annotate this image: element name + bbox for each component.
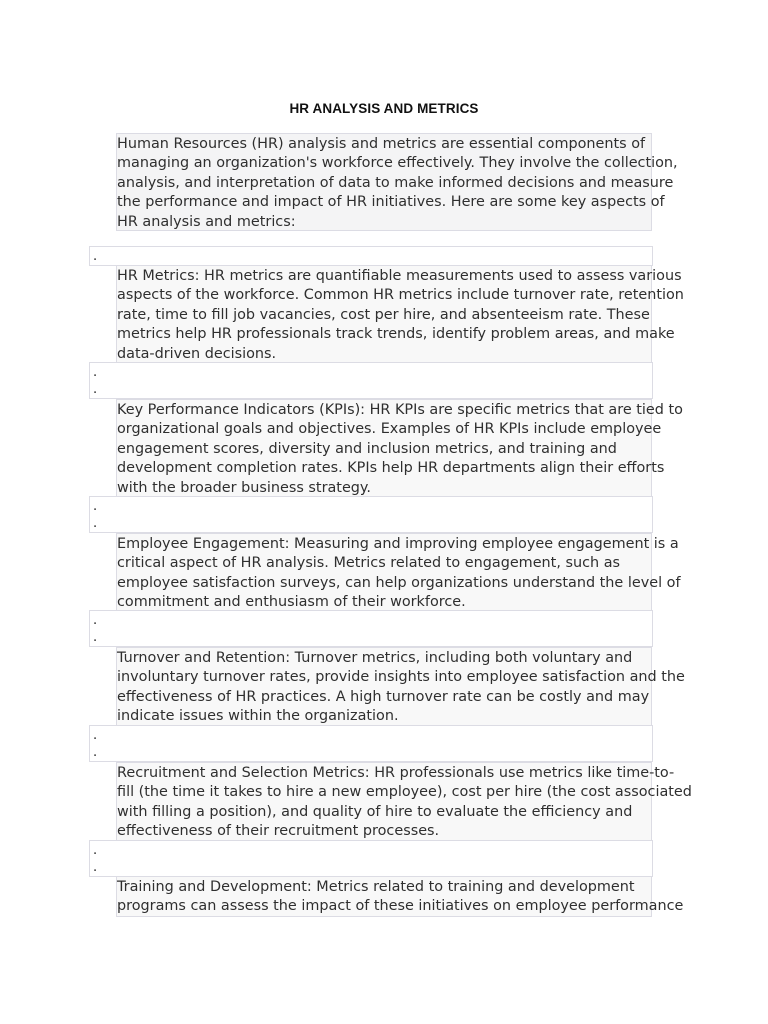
- separator-dot: .: [93, 860, 98, 875]
- text-line: organizational goals and objectives. Examples of HR KPIs include employee: [117, 421, 662, 438]
- text-line: with filling a position), and quality of hire to evaluate the efficiency and: [117, 803, 633, 820]
- text-line: Employee Engagement: Measuring and improving employee engagement is a: [117, 536, 679, 552]
- text-line: fill (the time it takes to hire a new employee), cost per hire (the cost associated: [117, 784, 692, 801]
- paragraph-intro: [116, 133, 678, 231]
- text-line: effectiveness of HR practices. A high turnover rate can be costly and may: [117, 688, 650, 705]
- text-line: critical aspect of HR analysis. Metrics related to engagement, such as: [117, 555, 621, 572]
- separator-dot: .: [93, 613, 98, 628]
- text-line: analysis, and interpretation of data to make informed decisions and measure: [117, 174, 674, 191]
- text-line: Recruitment and Selection Metrics: HR professionals use metrics like time-to-: [117, 765, 675, 781]
- paragraph-recruitment-selection: [116, 762, 692, 841]
- text-line: employee satisfaction surveys, can help organizations understand the level of: [117, 574, 681, 591]
- paragraph-training-development: [116, 876, 684, 917]
- text-line: commitment and enthusiasm of their workforce.: [117, 594, 466, 611]
- text-line: the performance and impact of HR initiatives. Here are some key aspects of: [117, 194, 665, 211]
- text-line: Key Performance Indicators (KPIs): HR KPIs are specific metrics that are tied to: [117, 402, 683, 418]
- text-line: programs can assess the impact of these initiatives on employee performance: [117, 898, 684, 915]
- separator-dot: .: [93, 249, 98, 264]
- text-line: aspects of the workforce. Common HR metrics include turnover rate, retention: [117, 287, 684, 304]
- list-separator: [89, 610, 653, 647]
- paragraph-turnover-retention: [116, 647, 685, 726]
- list-separator: [89, 725, 653, 762]
- separator-dot: .: [93, 499, 98, 514]
- text-line: HR Metrics: HR metrics are quantifiable measurements used to assess various: [117, 268, 682, 284]
- text-line: engagement scores, diversity and inclusion metrics, and training and: [117, 440, 617, 457]
- paragraph-hr-metrics: [116, 265, 684, 363]
- text-line: indicate issues within the organization.: [117, 708, 399, 725]
- text-line: Turnover and Retention: Turnover metrics, including both voluntary and: [117, 650, 633, 666]
- separator-dot: .: [93, 382, 98, 397]
- separator-dot: .: [93, 365, 98, 380]
- list-separator: [89, 840, 653, 877]
- text-line: managing an organization's workforce effectively. They involve the collection,: [117, 155, 678, 172]
- separator-dot: .: [93, 630, 98, 645]
- text-line: Human Resources (HR) analysis and metrics are essential components of: [117, 136, 646, 152]
- list-separator: [89, 246, 653, 266]
- separator-dot: .: [93, 516, 98, 531]
- paragraph-employee-engagement: [116, 533, 681, 611]
- text-line: effectiveness of their recruitment processes.: [117, 823, 440, 840]
- document-title: HR ANALYSIS AND METRICS: [289, 101, 479, 116]
- text-line: involuntary turnover rates, provide insights into employee satisfaction and the: [117, 669, 685, 686]
- list-separator: [89, 496, 653, 533]
- separator-dot: .: [93, 843, 98, 858]
- text-line: with the broader business strategy.: [117, 479, 371, 496]
- text-line: metrics help HR professionals track trends, identify problem areas, and make: [117, 326, 675, 343]
- text-line: HR analysis and metrics:: [117, 213, 296, 230]
- separator-dot: .: [93, 745, 98, 760]
- text-line: Training and Development: Metrics related to training and development: [117, 879, 635, 895]
- paragraph-kpis: [116, 399, 683, 497]
- separator-dot: .: [93, 728, 98, 743]
- list-separator: [89, 362, 653, 399]
- text-line: data-driven decisions.: [117, 345, 277, 362]
- text-line: development completion rates. KPIs help HR departments align their efforts: [117, 460, 665, 477]
- text-line: rate, time to fill job vacancies, cost per hire, and absenteeism rate. These: [117, 306, 650, 323]
